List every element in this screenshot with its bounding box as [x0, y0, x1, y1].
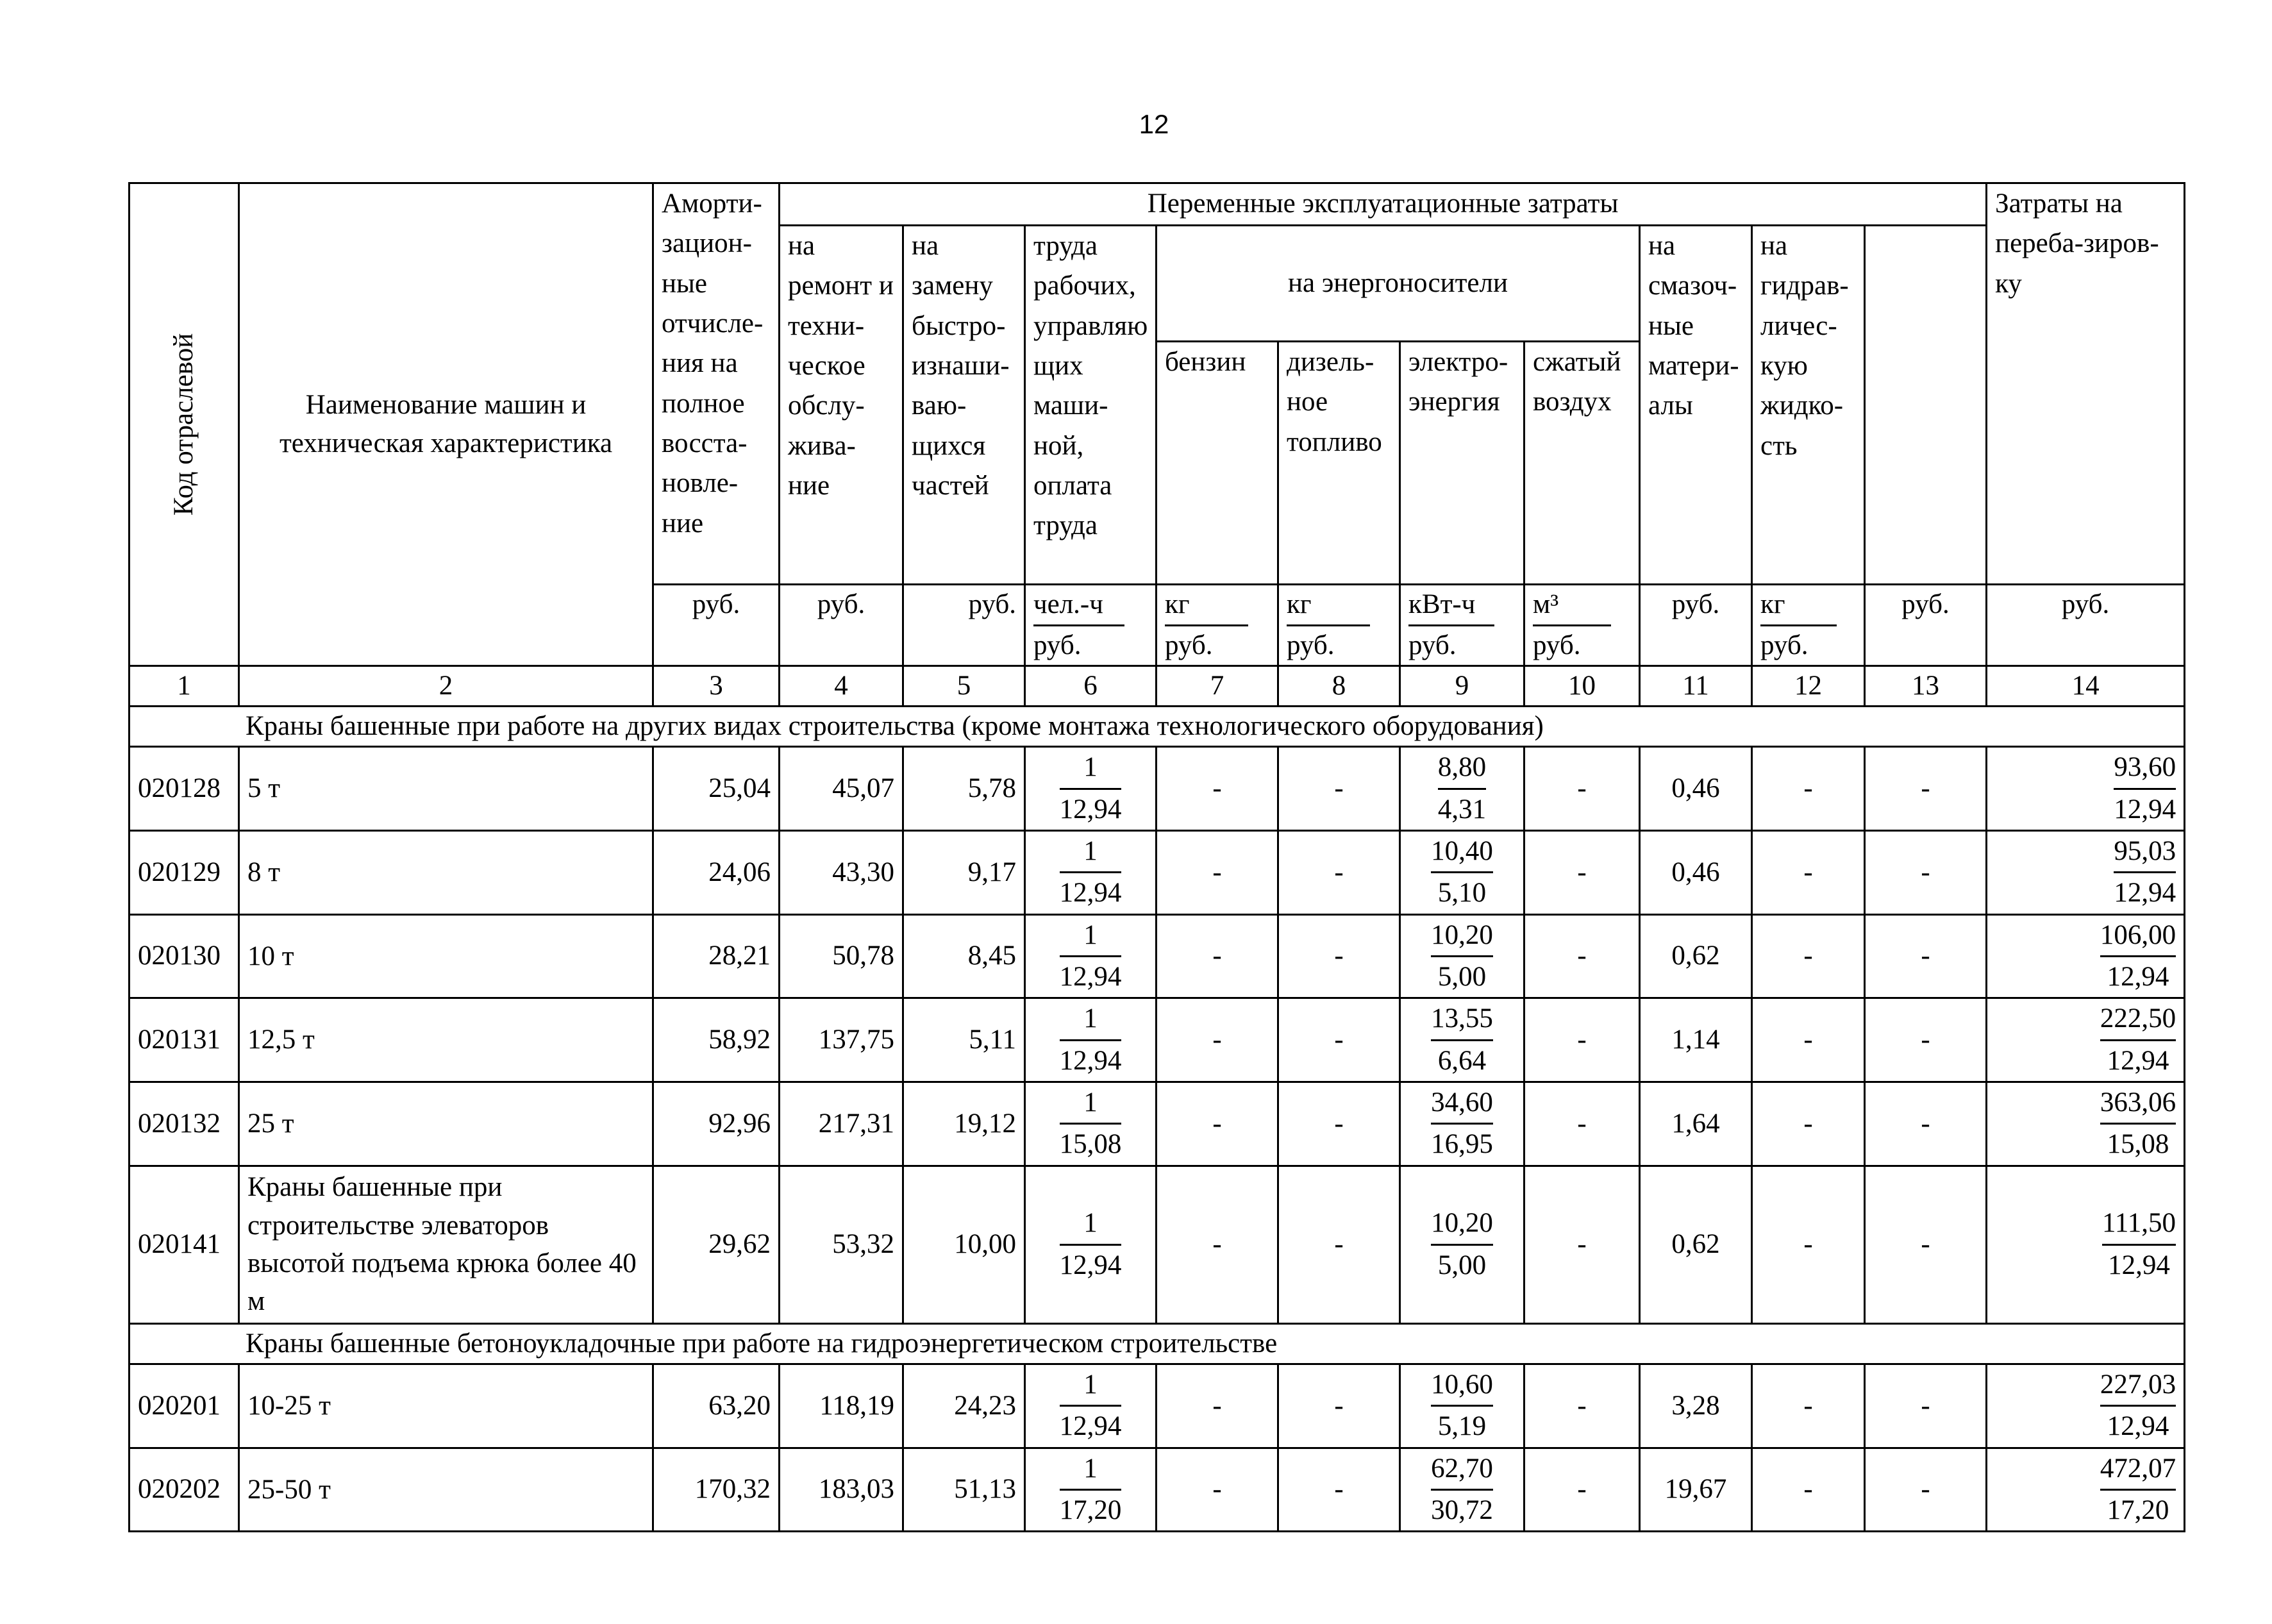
header-diesel: дизель-ное топливо	[1278, 341, 1400, 584]
cell-compressed-air: -	[1524, 998, 1640, 1082]
unit-label-bottom: руб.	[1165, 630, 1213, 660]
header-parts-replacement: на замену быстро-изнаши-ваю-щихся частей	[903, 226, 1025, 585]
cell-electricity	[1400, 1448, 1524, 1532]
cell-lubricants: 0,46	[1640, 830, 1752, 914]
cell-code: 020128	[129, 747, 239, 831]
cell-lubricants: 0,46	[1640, 747, 1752, 831]
cell-labor	[1025, 1082, 1157, 1166]
unit-hydraulic	[1752, 585, 1865, 666]
unit-label: руб.	[817, 589, 865, 620]
fraction-top: 227,03	[2100, 1365, 2176, 1407]
column-number: 4	[780, 666, 903, 706]
cell-labor	[1025, 1166, 1157, 1323]
fraction-value	[1438, 748, 1486, 830]
fraction-bottom: 12,94	[1059, 1250, 1122, 1280]
cell-electricity	[1400, 914, 1524, 998]
fraction-top: 13,55	[1431, 999, 1493, 1041]
unit-label-bottom: руб.	[1760, 630, 1808, 660]
cell-compressed-air: -	[1524, 747, 1640, 831]
unit-label-top: кг	[1165, 585, 1248, 626]
fraction-value	[1060, 999, 1122, 1081]
page-number: 12	[1139, 109, 1169, 139]
fraction-top: 1	[1060, 916, 1122, 957]
fraction-value	[1431, 999, 1493, 1081]
cell-machine-name: 10 т	[239, 914, 653, 998]
cell-depreciation: 24,06	[653, 830, 780, 914]
section-row	[129, 1323, 2185, 1364]
fraction-top: 95,03	[2114, 832, 2176, 873]
fraction-bottom: 12,94	[2107, 1045, 2169, 1076]
unit-label-bottom: руб.	[1408, 630, 1457, 660]
cell-depreciation: 25,04	[653, 747, 780, 831]
fraction-bottom: 12,94	[1059, 1045, 1122, 1076]
header-industry-code-label: Код отраслевой	[168, 333, 199, 516]
fraction-top: 111,50	[2102, 1203, 2176, 1245]
cell-depreciation: 58,92	[653, 998, 780, 1082]
cell-machine-name: Краны башенные при строительстве элеваторов высотой подъема крюка более 40 м	[239, 1166, 653, 1323]
unit-lubricants	[1640, 585, 1752, 666]
fraction-top: 34,60	[1431, 1083, 1493, 1125]
unit-electricity	[1400, 585, 1524, 666]
column-number: 9	[1400, 666, 1524, 706]
fraction-value	[2100, 916, 2176, 998]
header-industry-code	[129, 183, 239, 666]
cell-lubricants: 1,14	[1640, 998, 1752, 1082]
cell-gasoline: -	[1157, 830, 1278, 914]
unit-label-top: м³	[1533, 585, 1611, 626]
fraction-top: 10,40	[1431, 832, 1493, 873]
unit-estimate	[1987, 585, 2185, 666]
cell-code: 020131	[129, 998, 239, 1082]
cell-labor	[1025, 914, 1157, 998]
unit-label-top: кг	[1760, 585, 1837, 626]
cell-compressed-air: -	[1524, 914, 1640, 998]
unit-relocation	[1865, 585, 1987, 666]
cell-gasoline: -	[1157, 1364, 1278, 1448]
unit-parts	[903, 585, 1025, 666]
cell-code: 020141	[129, 1166, 239, 1323]
cell-compressed-air: -	[1524, 1364, 1640, 1448]
fraction-top: 1	[1060, 1083, 1122, 1125]
cell-lubricants: 19,67	[1640, 1448, 1752, 1532]
fraction-bottom: 15,08	[2107, 1129, 2169, 1160]
unit-depreciation	[653, 585, 780, 666]
cell-relocation: -	[1865, 830, 1987, 914]
column-number: 6	[1025, 666, 1157, 706]
column-number: 11	[1640, 666, 1752, 706]
fraction-bottom: 5,00	[1437, 961, 1487, 992]
header-gasoline: бензин	[1157, 341, 1278, 584]
cell-depreciation: 92,96	[653, 1082, 780, 1166]
fraction-top: 222,50	[2100, 999, 2176, 1041]
cell-machine-name: 12,5 т	[239, 998, 653, 1082]
cell-lubricants: 0,62	[1640, 914, 1752, 998]
unit-gasoline	[1157, 585, 1278, 666]
cell-relocation: -	[1865, 1364, 1987, 1448]
cell-estimate-rate	[1987, 1364, 2185, 1448]
fraction-value	[1431, 1449, 1493, 1531]
cell-electricity	[1400, 1364, 1524, 1448]
cell-labor	[1025, 1364, 1157, 1448]
cell-hydraulic-fluid: -	[1752, 998, 1865, 1082]
fraction-value	[1431, 832, 1493, 914]
cell-compressed-air: -	[1524, 1448, 1640, 1532]
column-number: 14	[1987, 666, 2185, 706]
unit-label-top: чел.-ч	[1033, 585, 1124, 626]
cell-parts-cost: 5,11	[903, 998, 1025, 1082]
cell-diesel: -	[1278, 1448, 1400, 1532]
unit-label: руб.	[1901, 589, 1950, 620]
cell-relocation: -	[1865, 914, 1987, 998]
fraction-value	[2114, 832, 2176, 914]
cell-depreciation: 63,20	[653, 1364, 780, 1448]
cell-estimate-rate	[1987, 998, 2185, 1082]
cell-machine-name: 5 т	[239, 747, 653, 831]
table-row	[129, 914, 2185, 998]
section-title: Краны башенные при работе на других видах строительства (кроме монтажа технологического оборудования)	[129, 707, 2185, 747]
cell-parts-cost: 9,17	[903, 830, 1025, 914]
fraction-bottom: 5,00	[1437, 1250, 1487, 1280]
cell-repair-cost: 118,19	[780, 1364, 903, 1448]
header-relocation: Затраты на переба-зиров-ку	[1987, 183, 2185, 585]
fraction-top: 8,80	[1438, 748, 1486, 789]
header-machine-name: Наименование машин и техническая характеристика	[239, 183, 653, 666]
cell-parts-cost: 51,13	[903, 1448, 1025, 1532]
header-energy: на энергоносители	[1157, 226, 1640, 342]
cell-gasoline: -	[1157, 1448, 1278, 1532]
table-row	[129, 747, 2185, 831]
cell-repair-cost: 45,07	[780, 747, 903, 831]
cell-gasoline: -	[1157, 747, 1278, 831]
cell-relocation: -	[1865, 1448, 1987, 1532]
column-number: 10	[1524, 666, 1640, 706]
cell-gasoline: -	[1157, 1166, 1278, 1323]
cell-relocation: -	[1865, 747, 1987, 831]
fraction-bottom: 6,64	[1437, 1045, 1487, 1076]
fraction-value	[1431, 1083, 1493, 1165]
cell-machine-name: 25 т	[239, 1082, 653, 1166]
cell-diesel: -	[1278, 1166, 1400, 1323]
cell-parts-cost: 5,78	[903, 747, 1025, 831]
fraction-bottom: 12,94	[2114, 794, 2176, 825]
table-row	[129, 998, 2185, 1082]
cell-hydraulic-fluid: -	[1752, 830, 1865, 914]
fraction-value	[2100, 999, 2176, 1081]
cell-gasoline: -	[1157, 914, 1278, 998]
table-row	[129, 1364, 2185, 1448]
cell-estimate-rate	[1987, 1166, 2185, 1323]
fraction-value	[1060, 748, 1122, 830]
cell-labor	[1025, 747, 1157, 831]
column-number: 7	[1157, 666, 1278, 706]
fraction-value	[2102, 1203, 2176, 1285]
cell-compressed-air: -	[1524, 1166, 1640, 1323]
fraction-top: 1	[1060, 1449, 1122, 1491]
cell-repair-cost: 53,32	[780, 1166, 903, 1323]
cell-relocation: -	[1865, 1166, 1987, 1323]
cell-electricity	[1400, 1082, 1524, 1166]
cell-depreciation: 170,32	[653, 1448, 780, 1532]
fraction-bottom: 12,94	[1059, 878, 1122, 908]
cell-estimate-rate	[1987, 830, 2185, 914]
fraction-top: 106,00	[2100, 916, 2176, 957]
header-depreciation: Аморти-зацион-ные отчисле-ния на полное восста-новле-ние	[653, 183, 780, 585]
header-hydraulic-fluid: на гидрав-личес-кую жидко-сть	[1752, 226, 1865, 585]
cell-hydraulic-fluid: -	[1752, 1082, 1865, 1166]
fraction-bottom: 12,94	[2114, 878, 2176, 908]
fraction-bottom: 17,20	[2107, 1494, 2169, 1525]
fraction-value	[1060, 832, 1122, 914]
column-numbers-row	[129, 666, 2185, 706]
table-row	[129, 1082, 2185, 1166]
section-title: Краны башенные бетоноукладочные при работе на гидроэнергетическом строительстве	[129, 1323, 2185, 1364]
fraction-value	[1431, 1203, 1493, 1285]
fraction-value	[2100, 1449, 2176, 1531]
fraction-top: 472,07	[2100, 1449, 2176, 1491]
cell-machine-name: 25-50 т	[239, 1448, 653, 1532]
unit-label: руб.	[2061, 589, 2110, 620]
cell-machine-name: 8 т	[239, 830, 653, 914]
cell-parts-cost: 10,00	[903, 1166, 1025, 1323]
unit-label-top: кг	[1287, 585, 1370, 626]
unit-air	[1524, 585, 1640, 666]
header-repair: на ремонт и техни-ческое обслу-жива-ние	[780, 226, 903, 585]
cell-diesel: -	[1278, 830, 1400, 914]
fraction-bottom: 15,08	[1059, 1129, 1122, 1160]
fraction-bottom: 30,72	[1431, 1494, 1493, 1525]
cell-lubricants: 3,28	[1640, 1364, 1752, 1448]
cell-diesel: -	[1278, 747, 1400, 831]
fraction-value	[1060, 916, 1122, 998]
cell-depreciation: 28,21	[653, 914, 780, 998]
cell-hydraulic-fluid: -	[1752, 1166, 1865, 1323]
unit-labor	[1025, 585, 1157, 666]
fraction-value	[2100, 1083, 2176, 1165]
cell-estimate-rate	[1987, 914, 2185, 998]
cell-labor	[1025, 830, 1157, 914]
fraction-bottom: 12,94	[2108, 1250, 2170, 1280]
fraction-bottom: 4,31	[1437, 794, 1487, 825]
fraction-top: 10,20	[1431, 1203, 1493, 1245]
cell-repair-cost: 43,30	[780, 830, 903, 914]
fraction-value	[1060, 1083, 1122, 1165]
cell-parts-cost: 8,45	[903, 914, 1025, 998]
cell-machine-name: 10-25 т	[239, 1364, 653, 1448]
header-lubricants: на смазоч-ные матери-алы	[1640, 226, 1752, 585]
cell-lubricants: 1,64	[1640, 1082, 1752, 1166]
fraction-value	[2114, 748, 2176, 830]
fraction-value	[1060, 1449, 1122, 1531]
fraction-bottom: 12,94	[1059, 794, 1122, 825]
fraction-top: 1	[1060, 1365, 1122, 1407]
header-operator-labor: труда рабочих, управляю щих маши-ной, оплата труда	[1025, 226, 1157, 585]
fraction-bottom: 5,10	[1437, 878, 1487, 908]
column-number: 5	[903, 666, 1025, 706]
column-number: 3	[653, 666, 780, 706]
header-variable-costs: Переменные эксплуатационные затраты	[780, 183, 1987, 226]
cell-parts-cost: 19,12	[903, 1082, 1025, 1166]
cell-code: 020202	[129, 1448, 239, 1532]
unit-label-top: кВт-ч	[1408, 585, 1494, 626]
unit-label-bottom: руб.	[1533, 630, 1581, 660]
cell-repair-cost: 183,03	[780, 1448, 903, 1532]
fraction-top: 10,60	[1431, 1365, 1493, 1407]
cell-estimate-rate	[1987, 747, 2185, 831]
cell-diesel: -	[1278, 998, 1400, 1082]
cell-code: 020132	[129, 1082, 239, 1166]
cell-relocation: -	[1865, 998, 1987, 1082]
cell-estimate-rate	[1987, 1082, 2185, 1166]
cell-diesel: -	[1278, 1364, 1400, 1448]
fraction-bottom: 16,95	[1431, 1129, 1493, 1160]
column-number: 1	[129, 666, 239, 706]
unit-label: руб.	[692, 589, 740, 620]
column-number: 8	[1278, 666, 1400, 706]
unit-diesel	[1278, 585, 1400, 666]
fraction-top: 10,20	[1431, 916, 1493, 957]
cell-hydraulic-fluid: -	[1752, 1364, 1865, 1448]
cell-repair-cost: 50,78	[780, 914, 903, 998]
section-row	[129, 707, 2185, 747]
cell-electricity	[1400, 1166, 1524, 1323]
cell-diesel: -	[1278, 1082, 1400, 1166]
cell-code: 020130	[129, 914, 239, 998]
fraction-bottom: 12,94	[1059, 961, 1122, 992]
unit-repair	[780, 585, 903, 666]
unit-label-bottom: руб.	[1287, 630, 1335, 660]
cell-gasoline: -	[1157, 998, 1278, 1082]
cell-labor	[1025, 1448, 1157, 1532]
fraction-top: 1	[1060, 748, 1122, 789]
cell-repair-cost: 217,31	[780, 1082, 903, 1166]
machine-rates-table	[128, 182, 2185, 1532]
fraction-value	[1431, 1365, 1493, 1447]
cell-lubricants: 0,62	[1640, 1166, 1752, 1323]
fraction-top: 1	[1060, 1203, 1122, 1245]
header-electricity: электро-энергия	[1400, 341, 1524, 584]
fraction-top: 93,60	[2114, 748, 2176, 789]
fraction-bottom: 5,19	[1437, 1411, 1487, 1442]
fraction-top: 1	[1060, 999, 1122, 1041]
cell-hydraulic-fluid: -	[1752, 1448, 1865, 1532]
fraction-bottom: 12,94	[2107, 961, 2169, 992]
cell-diesel: -	[1278, 914, 1400, 998]
column-number: 12	[1752, 666, 1865, 706]
header-compressed-air: сжатый воздух	[1524, 341, 1640, 584]
fraction-value	[2100, 1365, 2176, 1447]
cell-labor	[1025, 998, 1157, 1082]
cell-code: 020129	[129, 830, 239, 914]
fraction-bottom: 12,94	[2107, 1411, 2169, 1442]
fraction-top: 363,06	[2100, 1083, 2176, 1125]
fraction-top: 62,70	[1431, 1449, 1493, 1491]
cell-estimate-rate	[1987, 1448, 2185, 1532]
fraction-value	[1060, 1203, 1122, 1285]
fraction-bottom: 12,94	[1059, 1411, 1122, 1442]
unit-label-bottom: руб.	[1033, 630, 1082, 660]
cell-compressed-air: -	[1524, 830, 1640, 914]
cell-electricity	[1400, 998, 1524, 1082]
fraction-bottom: 17,20	[1059, 1494, 1122, 1525]
cell-compressed-air: -	[1524, 1082, 1640, 1166]
cell-relocation: -	[1865, 1082, 1987, 1166]
table-row	[129, 830, 2185, 914]
table-row	[129, 1166, 2185, 1323]
cell-parts-cost: 24,23	[903, 1364, 1025, 1448]
cell-electricity	[1400, 747, 1524, 831]
fraction-top: 1	[1060, 832, 1122, 873]
cell-hydraulic-fluid: -	[1752, 747, 1865, 831]
unit-label: руб.	[968, 589, 1016, 620]
table-row	[129, 1448, 2185, 1532]
cell-code: 020201	[129, 1364, 239, 1448]
fraction-value	[1060, 1365, 1122, 1447]
cell-electricity	[1400, 830, 1524, 914]
column-number: 2	[239, 666, 653, 706]
cell-repair-cost: 137,75	[780, 998, 903, 1082]
cell-gasoline: -	[1157, 1082, 1278, 1166]
cell-depreciation: 29,62	[653, 1166, 780, 1323]
fraction-value	[1431, 916, 1493, 998]
column-number: 13	[1865, 666, 1987, 706]
unit-label: руб.	[1671, 589, 1720, 620]
cell-hydraulic-fluid: -	[1752, 914, 1865, 998]
